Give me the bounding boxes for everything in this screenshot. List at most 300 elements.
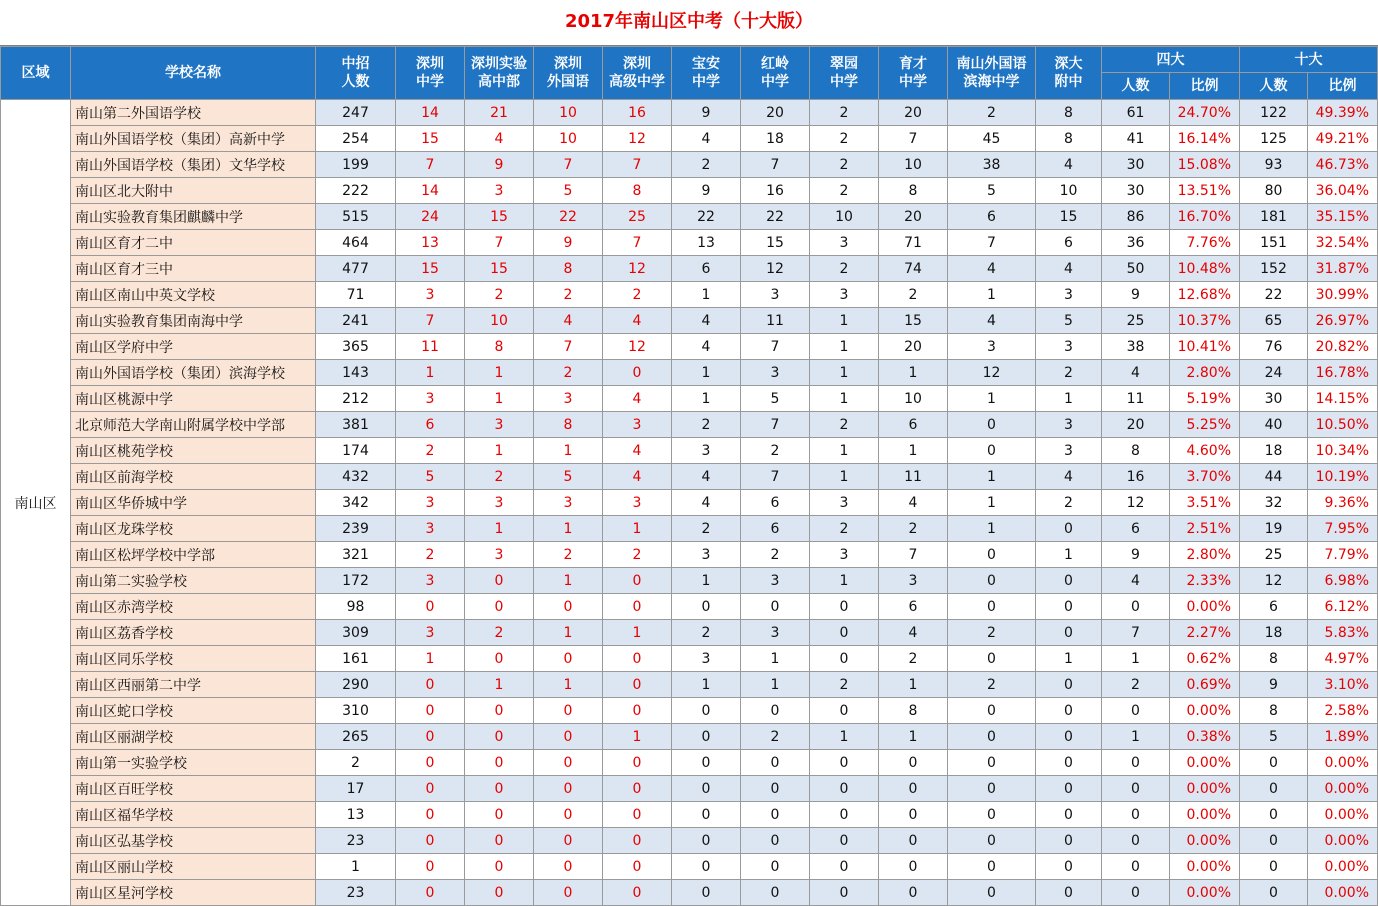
value-cell: 247 bbox=[316, 100, 396, 126]
value-cell: 0 bbox=[879, 828, 948, 854]
value-cell: 0 bbox=[672, 724, 741, 750]
value-cell: 4 bbox=[672, 464, 741, 490]
value-cell: 4 bbox=[603, 464, 672, 490]
value-cell: 25 bbox=[1102, 308, 1170, 334]
value-cell: 0.00% bbox=[1170, 880, 1240, 906]
value-cell: 9 bbox=[465, 152, 534, 178]
value-cell: 4 bbox=[948, 308, 1036, 334]
value-cell: 1 bbox=[948, 516, 1036, 542]
value-cell: 7 bbox=[1102, 620, 1170, 646]
value-cell: 0 bbox=[465, 724, 534, 750]
value-cell: 32 bbox=[1240, 490, 1308, 516]
value-cell: 0 bbox=[1240, 802, 1308, 828]
value-cell: 7 bbox=[603, 152, 672, 178]
value-cell: 11 bbox=[741, 308, 810, 334]
value-cell: 0 bbox=[810, 880, 879, 906]
value-cell: 41 bbox=[1102, 126, 1170, 152]
value-cell: 11 bbox=[396, 334, 465, 360]
value-cell: 2 bbox=[316, 750, 396, 776]
table-row bbox=[1, 256, 1378, 282]
value-cell: 239 bbox=[316, 516, 396, 542]
value-cell: 30 bbox=[1102, 152, 1170, 178]
value-cell: 143 bbox=[316, 360, 396, 386]
value-cell: 1 bbox=[672, 386, 741, 412]
value-cell: 16.78% bbox=[1308, 360, 1378, 386]
value-cell: 0 bbox=[879, 802, 948, 828]
value-cell: 2 bbox=[741, 438, 810, 464]
value-cell: 6.98% bbox=[1308, 568, 1378, 594]
value-cell: 12.68% bbox=[1170, 282, 1240, 308]
value-cell: 10 bbox=[879, 386, 948, 412]
value-cell: 30 bbox=[1102, 178, 1170, 204]
value-cell: 0 bbox=[1036, 516, 1102, 542]
value-cell: 6 bbox=[1102, 516, 1170, 542]
table-row bbox=[1, 802, 1378, 828]
school-name-cell: 南山区育才二中 bbox=[71, 230, 316, 256]
value-cell: 1 bbox=[810, 308, 879, 334]
value-cell: 0 bbox=[396, 750, 465, 776]
value-cell: 0.00% bbox=[1170, 594, 1240, 620]
value-cell: 0 bbox=[1036, 776, 1102, 802]
value-cell: 8 bbox=[1036, 100, 1102, 126]
value-cell: 2.33% bbox=[1170, 568, 1240, 594]
header-col: 深大 附中 bbox=[1036, 47, 1102, 100]
value-cell: 46.73% bbox=[1308, 152, 1378, 178]
value-cell: 1 bbox=[1036, 386, 1102, 412]
value-cell: 432 bbox=[316, 464, 396, 490]
school-name-cell: 南山区西丽第二中学 bbox=[71, 672, 316, 698]
value-cell: 342 bbox=[316, 490, 396, 516]
value-cell: 3.10% bbox=[1308, 672, 1378, 698]
value-cell: 0 bbox=[672, 802, 741, 828]
value-cell: 0 bbox=[672, 854, 741, 880]
value-cell: 0 bbox=[741, 776, 810, 802]
value-cell: 0 bbox=[741, 594, 810, 620]
value-cell: 2 bbox=[810, 152, 879, 178]
table-row bbox=[1, 880, 1378, 906]
value-cell: 0 bbox=[1102, 594, 1170, 620]
value-cell: 5 bbox=[1240, 724, 1308, 750]
value-cell: 2 bbox=[465, 464, 534, 490]
value-cell: 0 bbox=[534, 750, 603, 776]
value-cell: 0 bbox=[672, 776, 741, 802]
value-cell: 0 bbox=[396, 594, 465, 620]
value-cell: 0.00% bbox=[1308, 802, 1378, 828]
value-cell: 36.04% bbox=[1308, 178, 1378, 204]
value-cell: 6 bbox=[948, 204, 1036, 230]
value-cell: 0 bbox=[465, 828, 534, 854]
value-cell: 5.83% bbox=[1308, 620, 1378, 646]
table-row bbox=[1, 126, 1378, 152]
value-cell: 254 bbox=[316, 126, 396, 152]
header-four: 四大 bbox=[1102, 47, 1240, 73]
value-cell: 0 bbox=[1036, 854, 1102, 880]
value-cell: 125 bbox=[1240, 126, 1308, 152]
value-cell: 5.19% bbox=[1170, 386, 1240, 412]
value-cell: 15 bbox=[879, 308, 948, 334]
value-cell: 0 bbox=[1036, 594, 1102, 620]
header-four-count: 人数 bbox=[1102, 73, 1170, 100]
value-cell: 2 bbox=[672, 516, 741, 542]
value-cell: 0 bbox=[948, 542, 1036, 568]
value-cell: 8 bbox=[603, 178, 672, 204]
value-cell: 181 bbox=[1240, 204, 1308, 230]
value-cell: 0 bbox=[741, 698, 810, 724]
value-cell: 3.51% bbox=[1170, 490, 1240, 516]
value-cell: 8 bbox=[465, 334, 534, 360]
value-cell: 2.27% bbox=[1170, 620, 1240, 646]
value-cell: 18 bbox=[741, 126, 810, 152]
value-cell: 24.70% bbox=[1170, 100, 1240, 126]
value-cell: 0.00% bbox=[1308, 828, 1378, 854]
school-name-cell: 南山区桃苑学校 bbox=[71, 438, 316, 464]
value-cell: 0 bbox=[534, 802, 603, 828]
value-cell: 0 bbox=[948, 854, 1036, 880]
value-cell: 172 bbox=[316, 568, 396, 594]
value-cell: 1 bbox=[534, 620, 603, 646]
header-col: 深圳 高级中学 bbox=[603, 47, 672, 100]
value-cell: 4 bbox=[1102, 360, 1170, 386]
value-cell: 1 bbox=[741, 672, 810, 698]
value-cell: 2 bbox=[534, 282, 603, 308]
value-cell: 1 bbox=[396, 360, 465, 386]
table-row bbox=[1, 100, 1378, 126]
value-cell: 0.00% bbox=[1308, 880, 1378, 906]
value-cell: 16 bbox=[741, 178, 810, 204]
value-cell: 3 bbox=[741, 568, 810, 594]
school-name-cell: 南山区前海学校 bbox=[71, 464, 316, 490]
value-cell: 2 bbox=[534, 542, 603, 568]
value-cell: 0 bbox=[672, 880, 741, 906]
value-cell: 0 bbox=[741, 854, 810, 880]
value-cell: 0 bbox=[948, 802, 1036, 828]
value-cell: 0 bbox=[465, 750, 534, 776]
value-cell: 20 bbox=[741, 100, 810, 126]
school-name-cell: 南山区学府中学 bbox=[71, 334, 316, 360]
value-cell: 2 bbox=[672, 620, 741, 646]
value-cell: 0 bbox=[1102, 698, 1170, 724]
value-cell: 3 bbox=[465, 490, 534, 516]
value-cell: 8 bbox=[1240, 698, 1308, 724]
value-cell: 4.60% bbox=[1170, 438, 1240, 464]
value-cell: 38 bbox=[1102, 334, 1170, 360]
value-cell: 0 bbox=[465, 776, 534, 802]
value-cell: 1 bbox=[810, 386, 879, 412]
value-cell: 4 bbox=[465, 126, 534, 152]
value-cell: 6.12% bbox=[1308, 594, 1378, 620]
table-row bbox=[1, 334, 1378, 360]
value-cell: 2 bbox=[603, 282, 672, 308]
value-cell: 3 bbox=[810, 542, 879, 568]
value-cell: 0 bbox=[1036, 880, 1102, 906]
value-cell: 4 bbox=[603, 386, 672, 412]
value-cell: 1 bbox=[316, 854, 396, 880]
value-cell: 309 bbox=[316, 620, 396, 646]
value-cell: 44 bbox=[1240, 464, 1308, 490]
value-cell: 0 bbox=[879, 880, 948, 906]
value-cell: 3 bbox=[534, 490, 603, 516]
value-cell: 1 bbox=[948, 386, 1036, 412]
value-cell: 10.37% bbox=[1170, 308, 1240, 334]
table-body bbox=[1, 100, 1378, 906]
value-cell: 0 bbox=[1240, 750, 1308, 776]
value-cell: 31.87% bbox=[1308, 256, 1378, 282]
value-cell: 0.00% bbox=[1170, 854, 1240, 880]
value-cell: 3 bbox=[396, 282, 465, 308]
value-cell: 11 bbox=[879, 464, 948, 490]
value-cell: 8 bbox=[534, 412, 603, 438]
value-cell: 4 bbox=[1036, 256, 1102, 282]
value-cell: 6 bbox=[672, 256, 741, 282]
value-cell: 2 bbox=[672, 412, 741, 438]
value-cell: 4 bbox=[534, 308, 603, 334]
value-cell: 3 bbox=[1036, 334, 1102, 360]
value-cell: 9 bbox=[534, 230, 603, 256]
value-cell: 1 bbox=[534, 672, 603, 698]
value-cell: 15 bbox=[396, 256, 465, 282]
school-name-cell: 南山区丽山学校 bbox=[71, 854, 316, 880]
value-cell: 10 bbox=[1036, 178, 1102, 204]
value-cell: 10.19% bbox=[1308, 464, 1378, 490]
value-cell: 0 bbox=[741, 750, 810, 776]
header-col: 宝安 中学 bbox=[672, 47, 741, 100]
value-cell: 1 bbox=[672, 672, 741, 698]
table-row bbox=[1, 620, 1378, 646]
value-cell: 10.48% bbox=[1170, 256, 1240, 282]
value-cell: 7 bbox=[741, 412, 810, 438]
value-cell: 3 bbox=[534, 386, 603, 412]
value-cell: 0 bbox=[810, 828, 879, 854]
value-cell: 12 bbox=[603, 126, 672, 152]
header-school: 学校名称 bbox=[71, 47, 316, 100]
value-cell: 3 bbox=[741, 360, 810, 386]
value-cell: 4 bbox=[603, 438, 672, 464]
value-cell: 3 bbox=[396, 516, 465, 542]
value-cell: 0 bbox=[672, 828, 741, 854]
value-cell: 0 bbox=[1036, 802, 1102, 828]
value-cell: 0 bbox=[1102, 880, 1170, 906]
value-cell: 1 bbox=[603, 620, 672, 646]
value-cell: 2.80% bbox=[1170, 360, 1240, 386]
value-cell: 15 bbox=[465, 204, 534, 230]
value-cell: 151 bbox=[1240, 230, 1308, 256]
value-cell: 0 bbox=[948, 412, 1036, 438]
value-cell: 4 bbox=[603, 308, 672, 334]
value-cell: 1 bbox=[741, 646, 810, 672]
table-row bbox=[1, 438, 1378, 464]
table-row bbox=[1, 568, 1378, 594]
value-cell: 7 bbox=[396, 152, 465, 178]
value-cell: 49.39% bbox=[1308, 100, 1378, 126]
table-row bbox=[1, 828, 1378, 854]
value-cell: 2 bbox=[810, 126, 879, 152]
header-col: 育才 中学 bbox=[879, 47, 948, 100]
value-cell: 2 bbox=[948, 100, 1036, 126]
value-cell: 122 bbox=[1240, 100, 1308, 126]
value-cell: 10 bbox=[534, 126, 603, 152]
value-cell: 3 bbox=[672, 646, 741, 672]
value-cell: 3 bbox=[396, 568, 465, 594]
value-cell: 2 bbox=[672, 152, 741, 178]
value-cell: 0.00% bbox=[1170, 802, 1240, 828]
school-name-cell: 南山区桃源中学 bbox=[71, 386, 316, 412]
school-name-cell: 南山区赤湾学校 bbox=[71, 594, 316, 620]
value-cell: 1 bbox=[879, 360, 948, 386]
value-cell: 0 bbox=[948, 646, 1036, 672]
value-cell: 16.70% bbox=[1170, 204, 1240, 230]
value-cell: 0 bbox=[1036, 828, 1102, 854]
value-cell: 1 bbox=[810, 464, 879, 490]
value-cell: 5 bbox=[534, 464, 603, 490]
table-row bbox=[1, 646, 1378, 672]
table-row bbox=[1, 204, 1378, 230]
value-cell: 0.38% bbox=[1170, 724, 1240, 750]
value-cell: 93 bbox=[1240, 152, 1308, 178]
value-cell: 14 bbox=[396, 100, 465, 126]
value-cell: 0 bbox=[1240, 776, 1308, 802]
value-cell: 65 bbox=[1240, 308, 1308, 334]
value-cell: 0 bbox=[948, 594, 1036, 620]
value-cell: 3 bbox=[810, 230, 879, 256]
value-cell: 12 bbox=[1240, 568, 1308, 594]
value-cell: 24 bbox=[396, 204, 465, 230]
value-cell: 0 bbox=[465, 880, 534, 906]
value-cell: 0 bbox=[603, 698, 672, 724]
value-cell: 0 bbox=[396, 698, 465, 724]
value-cell: 0 bbox=[603, 776, 672, 802]
value-cell: 174 bbox=[316, 438, 396, 464]
value-cell: 0 bbox=[1036, 698, 1102, 724]
value-cell: 23 bbox=[316, 828, 396, 854]
value-cell: 3 bbox=[741, 282, 810, 308]
value-cell: 5 bbox=[534, 178, 603, 204]
school-name-cell: 南山外国语学校（集团）文华学校 bbox=[71, 152, 316, 178]
table-row bbox=[1, 854, 1378, 880]
value-cell: 0 bbox=[1036, 568, 1102, 594]
value-cell: 38 bbox=[948, 152, 1036, 178]
value-cell: 0 bbox=[465, 646, 534, 672]
value-cell: 2 bbox=[1036, 360, 1102, 386]
value-cell: 10 bbox=[534, 100, 603, 126]
value-cell: 0.00% bbox=[1308, 750, 1378, 776]
school-name-cell: 南山区华侨城中学 bbox=[71, 490, 316, 516]
value-cell: 0 bbox=[948, 880, 1036, 906]
value-cell: 36 bbox=[1102, 230, 1170, 256]
value-cell: 98 bbox=[316, 594, 396, 620]
value-cell: 8 bbox=[534, 256, 603, 282]
value-cell: 0 bbox=[810, 646, 879, 672]
header-col: 深圳 中学 bbox=[396, 47, 465, 100]
value-cell: 26.97% bbox=[1308, 308, 1378, 334]
value-cell: 1 bbox=[672, 360, 741, 386]
value-cell: 0 bbox=[603, 802, 672, 828]
value-cell: 0 bbox=[534, 646, 603, 672]
value-cell: 49.21% bbox=[1308, 126, 1378, 152]
value-cell: 0 bbox=[1102, 776, 1170, 802]
school-name-cell: 南山区丽湖学校 bbox=[71, 724, 316, 750]
value-cell: 2 bbox=[810, 256, 879, 282]
value-cell: 0 bbox=[948, 724, 1036, 750]
table-row bbox=[1, 282, 1378, 308]
value-cell: 0 bbox=[1036, 672, 1102, 698]
value-cell: 5 bbox=[741, 386, 810, 412]
value-cell: 381 bbox=[316, 412, 396, 438]
value-cell: 0 bbox=[396, 802, 465, 828]
value-cell: 23 bbox=[316, 880, 396, 906]
value-cell: 1 bbox=[465, 516, 534, 542]
value-cell: 10 bbox=[465, 308, 534, 334]
table-header bbox=[1, 47, 1378, 100]
value-cell: 1 bbox=[810, 568, 879, 594]
value-cell: 0 bbox=[534, 724, 603, 750]
value-cell: 1 bbox=[1036, 646, 1102, 672]
value-cell: 1 bbox=[948, 282, 1036, 308]
value-cell: 3 bbox=[603, 412, 672, 438]
value-cell: 8 bbox=[1036, 126, 1102, 152]
value-cell: 0 bbox=[672, 594, 741, 620]
value-cell: 3.70% bbox=[1170, 464, 1240, 490]
school-name-cell: 南山实验教育集团麒麟中学 bbox=[71, 204, 316, 230]
value-cell: 0 bbox=[465, 594, 534, 620]
school-name-cell: 南山区同乐学校 bbox=[71, 646, 316, 672]
school-name-cell: 南山外国语学校（集团）滨海学校 bbox=[71, 360, 316, 386]
header-ten: 十大 bbox=[1240, 47, 1378, 73]
value-cell: 0.00% bbox=[1170, 828, 1240, 854]
value-cell: 0 bbox=[948, 438, 1036, 464]
value-cell: 0 bbox=[948, 828, 1036, 854]
value-cell: 0 bbox=[1240, 880, 1308, 906]
value-cell: 6 bbox=[396, 412, 465, 438]
school-name-cell: 南山第二实验学校 bbox=[71, 568, 316, 594]
value-cell: 290 bbox=[316, 672, 396, 698]
value-cell: 1 bbox=[603, 724, 672, 750]
results-table bbox=[0, 46, 1378, 906]
table-row bbox=[1, 516, 1378, 542]
value-cell: 8 bbox=[1102, 438, 1170, 464]
value-cell: 0 bbox=[741, 880, 810, 906]
value-cell: 0 bbox=[396, 776, 465, 802]
value-cell: 0 bbox=[603, 750, 672, 776]
value-cell: 0 bbox=[948, 698, 1036, 724]
value-cell: 0 bbox=[396, 854, 465, 880]
value-cell: 0 bbox=[810, 750, 879, 776]
table-row bbox=[1, 698, 1378, 724]
value-cell: 0.69% bbox=[1170, 672, 1240, 698]
value-cell: 1 bbox=[465, 360, 534, 386]
value-cell: 20 bbox=[879, 204, 948, 230]
value-cell: 0 bbox=[534, 776, 603, 802]
value-cell: 2 bbox=[1036, 490, 1102, 516]
value-cell: 0 bbox=[810, 776, 879, 802]
value-cell: 2 bbox=[948, 620, 1036, 646]
value-cell: 1 bbox=[534, 516, 603, 542]
school-name-cell: 南山区龙珠学校 bbox=[71, 516, 316, 542]
value-cell: 1 bbox=[465, 672, 534, 698]
value-cell: 464 bbox=[316, 230, 396, 256]
value-cell: 0 bbox=[741, 828, 810, 854]
value-cell: 0 bbox=[603, 646, 672, 672]
value-cell: 2 bbox=[879, 516, 948, 542]
value-cell: 7 bbox=[741, 152, 810, 178]
school-name-cell: 南山实验教育集团南海中学 bbox=[71, 308, 316, 334]
value-cell: 1 bbox=[1036, 542, 1102, 568]
value-cell: 4 bbox=[1036, 152, 1102, 178]
value-cell: 12 bbox=[741, 256, 810, 282]
value-cell: 76 bbox=[1240, 334, 1308, 360]
value-cell: 10.41% bbox=[1170, 334, 1240, 360]
value-cell: 6 bbox=[879, 412, 948, 438]
value-cell: 6 bbox=[1036, 230, 1102, 256]
